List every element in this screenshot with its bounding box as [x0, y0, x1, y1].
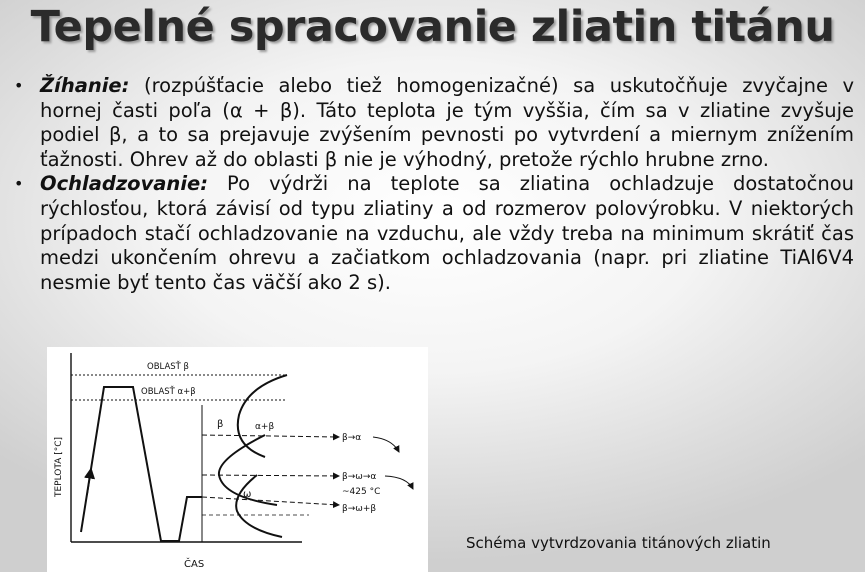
diagram-svg — [47, 347, 428, 572]
cooling-path-2 — [202, 475, 339, 476]
temperature-path — [81, 387, 202, 541]
bullet-dot-icon: • — [14, 76, 24, 95]
bullet-term: Žíhanie: — [40, 74, 130, 97]
region-beta-label: OBLASŤ β — [147, 362, 189, 372]
heat-treatment-diagram — [47, 347, 428, 572]
arrow-beta-omega-beta-label: β→ω+β — [342, 504, 377, 514]
cooling-path-1 — [202, 435, 339, 437]
arrow-beta-alpha-label: β→α — [342, 433, 362, 443]
heating-arrow — [87, 469, 91, 495]
bullet-term: Ochladzovanie: — [40, 172, 209, 196]
hook-arrow-1 — [373, 437, 399, 452]
phase-beta-label: β — [217, 419, 224, 430]
arrow-beta-omega-alpha-label: β→ω→α — [342, 472, 377, 482]
bullet-list — [14, 74, 854, 295]
temperature-425-label: ~425 °C — [342, 487, 381, 497]
bullet-text: (rozpúšťacie alebo tiež homogenizačné) sa uskutočňuje zvyčajne v hornej časti poľa (α + β). Táto teplota je tým vyššia, čím sa v zliatine zvyšuje podiel β, a to sa prejavuje zvýšením pevnosti po vytvrdení a miernym znížením ťažnosti. Ohrev až do oblasti β nie je výhodný, pretože rýchlo hrubne zrno. — [40, 74, 854, 171]
x-axis-label: ČAS — [184, 559, 205, 570]
bullet-text: Po výdrži na teplote sa zliatina ochladzuje dostatočnou rýchlosťou, ktorá závisí od typu zliatiny a od rozmerov polovýrobku. V niektorých prípadoch stačí ochladzovanie na vzduchu, ale vždy treba na minimum skrátiť čas medzi ukončením ohrevu a začiatkom ochladzovania (napr. pri zliatine TiAl6V4 nesmie byť tento čas väčší ako 2 s). — [40, 172, 854, 294]
bullet-dot-icon: • — [14, 174, 24, 194]
c-curve-lower — [236, 475, 282, 537]
bullet-cooling — [14, 172, 854, 295]
bullet-annealing — [14, 74, 854, 172]
hook-arrow-2 — [385, 476, 413, 489]
slide-title: Tepelné spracovanie zliatin titánu — [30, 2, 835, 52]
c-curve-upper — [238, 375, 287, 457]
figure-caption: Schéma vytvrdzovania titánových zliatin — [466, 534, 771, 552]
y-axis-label: TEPLOTA [°C] — [54, 436, 64, 497]
region-alpha-beta-label: OBLASŤ α+β — [141, 387, 196, 397]
phase-alpha-beta-label: α+β — [255, 422, 275, 432]
phase-omega-label: ω — [243, 489, 252, 500]
